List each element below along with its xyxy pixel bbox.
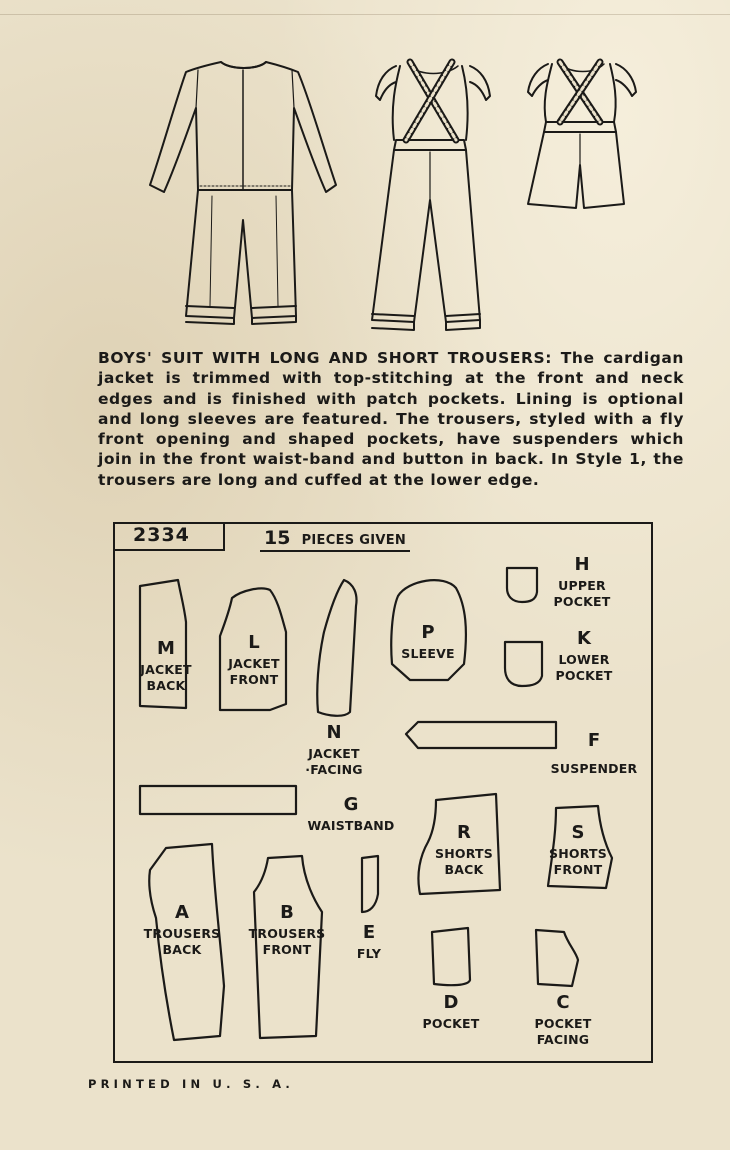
piece-s-name-line1: SHORTS: [549, 846, 607, 861]
piece-l-letter: L: [248, 632, 260, 653]
piece-e-name-line1: FLY: [356, 946, 382, 961]
piece-n-shape: [317, 580, 356, 716]
piece-n-label: [305, 724, 362, 778]
piece-c-shape: [536, 930, 578, 986]
piece-m-name-line1: JACKET: [140, 662, 192, 677]
piece-b-label: [249, 904, 326, 958]
piece-n-name-line2: ·FACING: [305, 762, 363, 777]
piece-e-shape: [362, 856, 378, 912]
piece-h-label: [554, 556, 611, 610]
description-body: The cardigan jacket is trimmed with top-stitching at the front and neck edges and is finished with patch pockets. Lining is optional and long sleeves are featured. The trousers, styled with a fly front opening and shaped pockets, have suspenders which join in the front waist-band and button in back. In Style 1, the trousers are long and cuffed at the lower edge.: [98, 349, 685, 489]
piece-f-shape: [406, 722, 556, 748]
piece-d-shape: [432, 928, 470, 985]
piece-c-name-line2: FACING: [536, 1032, 590, 1047]
pieces-given-text: PIECES GIVEN: [301, 533, 407, 548]
piece-g-letter: G: [343, 794, 359, 815]
piece-m-letter: M: [157, 638, 175, 659]
piece-s-letter: S: [571, 822, 585, 843]
piece-f-label: [551, 732, 638, 777]
printed-in-usa: PRINTED IN U. S. A.: [88, 1077, 294, 1091]
piece-e-label: [357, 924, 381, 962]
piece-g-name-line1: WAISTBAND: [307, 818, 395, 833]
piece-m-name-line2: BACK: [146, 678, 186, 693]
piece-g-label: [308, 796, 395, 834]
piece-h-shape: [507, 568, 537, 602]
pattern-number: 2334: [133, 524, 190, 546]
piece-d-letter: D: [443, 992, 459, 1013]
piece-k-letter: K: [577, 628, 591, 649]
piece-a-name-line1: TROUSERS: [143, 926, 221, 941]
piece-n-letter: N: [326, 722, 342, 743]
piece-l-name-line1: JACKET: [228, 656, 280, 671]
piece-d-label: [423, 994, 480, 1032]
piece-r-letter: R: [457, 822, 471, 843]
piece-h-name-line2: POCKET: [553, 594, 611, 609]
piece-e-letter: E: [362, 922, 376, 943]
piece-h-letter: H: [574, 554, 590, 575]
piece-h-name-line1: UPPER: [558, 578, 606, 593]
piece-r-label: [435, 824, 493, 878]
piece-g-shape: [140, 786, 296, 814]
piece-f-name-line1: SUSPENDER: [550, 761, 638, 776]
piece-b-name-line2: FRONT: [262, 942, 312, 957]
piece-n-name-line1: JACKET: [308, 746, 360, 761]
piece-r-name-line2: BACK: [444, 862, 484, 877]
piece-k-name-line2: POCKET: [555, 668, 613, 683]
pieces-count: 15: [264, 527, 291, 549]
piece-f-letter: F: [587, 730, 601, 751]
piece-d-name-line1: POCKET: [422, 1016, 480, 1031]
piece-c-name-line1: POCKET: [534, 1016, 592, 1031]
piece-a-label: [144, 904, 221, 958]
piece-l-label: [228, 634, 279, 688]
piece-r-name-line1: SHORTS: [435, 846, 493, 861]
piece-b-name-line1: TROUSERS: [248, 926, 326, 941]
piece-c-letter: C: [556, 992, 570, 1013]
piece-s-name-line2: FRONT: [553, 862, 603, 877]
piece-a-name-line2: BACK: [162, 942, 202, 957]
piece-k-label: [556, 630, 613, 684]
piece-k-name-line1: LOWER: [558, 652, 610, 667]
piece-c-label: [535, 994, 592, 1048]
piece-m-label: [140, 640, 191, 694]
piece-b-letter: B: [280, 902, 294, 923]
piece-p-label: [401, 624, 454, 662]
piece-p-name-line1: SLEEVE: [401, 646, 455, 661]
piece-s-label: [549, 824, 607, 878]
description-heading: BOYS' SUIT WITH LONG AND SHORT TROUSERS:: [98, 349, 552, 367]
piece-k-shape: [505, 642, 542, 686]
piece-a-letter: A: [175, 902, 189, 923]
piece-l-name-line2: FRONT: [229, 672, 279, 687]
piece-p-letter: P: [421, 622, 435, 643]
